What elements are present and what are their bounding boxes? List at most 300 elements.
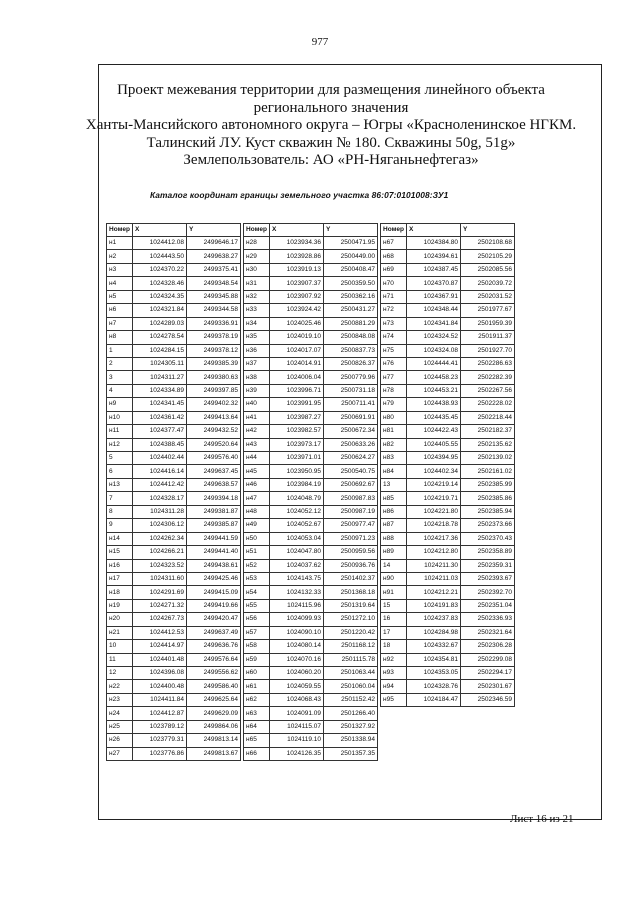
point-number: н62 xyxy=(244,693,270,706)
table-row xyxy=(381,599,515,612)
table-row xyxy=(107,317,241,330)
y-coordinate: 2499636.76 xyxy=(186,640,240,653)
x-coordinate: 1023987.27 xyxy=(269,411,323,424)
x-coordinate: 1024291.69 xyxy=(132,586,186,599)
point-number: н41 xyxy=(244,411,270,424)
y-coordinate: 2502351.04 xyxy=(460,599,514,612)
table-row xyxy=(381,640,515,653)
x-coordinate: 1024443.50 xyxy=(132,250,186,263)
x-coordinate: 1024402.34 xyxy=(406,465,460,478)
x-coordinate: 1024218.78 xyxy=(406,519,460,532)
x-coordinate: 1024412.87 xyxy=(132,707,186,720)
table-row xyxy=(107,344,241,357)
x-coordinate: 1024099.93 xyxy=(269,613,323,626)
coordinates-table-1 xyxy=(106,223,241,761)
x-coordinate: 1024323.52 xyxy=(132,559,186,572)
x-coordinate: 1023982.57 xyxy=(269,425,323,438)
y-coordinate: 2502286.63 xyxy=(460,357,514,370)
x-coordinate: 1023779.31 xyxy=(132,734,186,747)
y-coordinate: 2499385.39 xyxy=(186,357,240,370)
point-number: н47 xyxy=(244,492,270,505)
y-coordinate: 2500837.73 xyxy=(323,344,377,357)
x-coordinate: 1024126.35 xyxy=(269,747,323,760)
x-coordinate: 1024212.80 xyxy=(406,546,460,559)
y-coordinate: 2499402.32 xyxy=(186,398,240,411)
table-row xyxy=(107,277,241,290)
point-number: 14 xyxy=(381,559,407,572)
y-coordinate: 2499520.64 xyxy=(186,438,240,451)
x-coordinate: 1023907.37 xyxy=(269,277,323,290)
table-row xyxy=(107,640,241,653)
point-number: н63 xyxy=(244,707,270,720)
point-number: н80 xyxy=(381,411,407,424)
x-coordinate: 1024037.62 xyxy=(269,559,323,572)
table-row xyxy=(107,452,241,465)
y-coordinate: 2499385.87 xyxy=(186,519,240,532)
table-row xyxy=(107,532,241,545)
point-number: 4 xyxy=(107,384,133,397)
x-coordinate: 1024414.97 xyxy=(132,640,186,653)
y-coordinate: 2500471.95 xyxy=(323,237,377,250)
y-coordinate: 2502282.39 xyxy=(460,371,514,384)
point-number: н31 xyxy=(244,277,270,290)
table-row xyxy=(381,263,515,276)
x-coordinate: 1024422.43 xyxy=(406,425,460,438)
point-number: н59 xyxy=(244,653,270,666)
y-coordinate: 2502182.37 xyxy=(460,425,514,438)
y-coordinate: 2499637.49 xyxy=(186,626,240,639)
table-row xyxy=(244,613,378,626)
x-coordinate: 1023924.42 xyxy=(269,304,323,317)
table-row xyxy=(381,492,515,505)
x-coordinate: 1024328.76 xyxy=(406,680,460,693)
table-row xyxy=(244,263,378,276)
point-number: н73 xyxy=(381,317,407,330)
point-number: н48 xyxy=(244,505,270,518)
point-number: 17 xyxy=(381,626,407,639)
point-number: н68 xyxy=(381,250,407,263)
point-number: н44 xyxy=(244,452,270,465)
x-coordinate: 1024284.98 xyxy=(406,626,460,639)
y-coordinate: 2499646.17 xyxy=(186,237,240,250)
point-number: н46 xyxy=(244,478,270,491)
table-row xyxy=(244,357,378,370)
x-coordinate: 1024405.55 xyxy=(406,438,460,451)
x-coordinate: 1024019.10 xyxy=(269,331,323,344)
x-coordinate: 1024143.75 xyxy=(269,572,323,585)
x-coordinate: 1024132.33 xyxy=(269,586,323,599)
table-row xyxy=(244,478,378,491)
x-coordinate: 1024387.45 xyxy=(406,263,460,276)
x-coordinate: 1024052.67 xyxy=(269,519,323,532)
point-number: 11 xyxy=(107,653,133,666)
x-coordinate: 1024284.15 xyxy=(132,344,186,357)
x-coordinate: 1024006.04 xyxy=(269,371,323,384)
x-coordinate: 1024184.47 xyxy=(406,693,460,706)
table-row xyxy=(107,465,241,478)
table-row xyxy=(244,519,378,532)
y-coordinate: 2502393.67 xyxy=(460,572,514,585)
point-number: 3 xyxy=(107,371,133,384)
y-coordinate: 2499629.09 xyxy=(186,707,240,720)
x-coordinate: 1024394.95 xyxy=(406,452,460,465)
x-coordinate: 1024221.80 xyxy=(406,505,460,518)
x-coordinate: 1024025.46 xyxy=(269,317,323,330)
y-coordinate: 2502218.44 xyxy=(460,411,514,424)
x-coordinate: 1024267.73 xyxy=(132,613,186,626)
x-coordinate: 1024219.71 xyxy=(406,492,460,505)
table-row xyxy=(107,384,241,397)
y-coordinate: 2499556.62 xyxy=(186,667,240,680)
table-row xyxy=(107,237,241,250)
point-number: н18 xyxy=(107,586,133,599)
y-coordinate: 2502301.67 xyxy=(460,680,514,693)
x-coordinate: 1023950.95 xyxy=(269,465,323,478)
table-row xyxy=(244,304,378,317)
y-coordinate: 2499638.57 xyxy=(186,478,240,491)
point-number: н83 xyxy=(381,452,407,465)
page-number: 977 xyxy=(311,36,329,48)
table-row xyxy=(107,263,241,276)
table-row xyxy=(381,371,515,384)
y-coordinate: 2500987.83 xyxy=(323,492,377,505)
column-header: X xyxy=(406,224,460,237)
x-coordinate: 1024017.07 xyxy=(269,344,323,357)
table-row xyxy=(381,465,515,478)
table-row xyxy=(244,505,378,518)
table-row xyxy=(107,331,241,344)
x-coordinate: 1024401.48 xyxy=(132,653,186,666)
point-number: н94 xyxy=(381,680,407,693)
x-coordinate: 1024048.79 xyxy=(269,492,323,505)
x-coordinate: 1024412.53 xyxy=(132,626,186,639)
y-coordinate: 2500731.18 xyxy=(323,384,377,397)
table-row xyxy=(244,693,378,706)
table-row xyxy=(244,411,378,424)
point-number: н74 xyxy=(381,331,407,344)
table-row xyxy=(381,250,515,263)
table-row xyxy=(244,532,378,545)
x-coordinate: 1024354.81 xyxy=(406,653,460,666)
y-coordinate: 2499375.41 xyxy=(186,263,240,276)
point-number: 7 xyxy=(107,492,133,505)
point-number: 8 xyxy=(107,505,133,518)
point-number: н8 xyxy=(107,331,133,344)
y-coordinate: 2502294.17 xyxy=(460,667,514,680)
table-row xyxy=(381,277,515,290)
y-coordinate: 2500692.67 xyxy=(323,478,377,491)
table-row xyxy=(107,546,241,559)
x-coordinate: 1024266.21 xyxy=(132,546,186,559)
y-coordinate: 2500408.47 xyxy=(323,263,377,276)
y-coordinate: 2500881.29 xyxy=(323,317,377,330)
x-coordinate: 1024324.08 xyxy=(406,344,460,357)
y-coordinate: 2499413.64 xyxy=(186,411,240,424)
point-number: н58 xyxy=(244,640,270,653)
x-coordinate: 1024332.67 xyxy=(406,640,460,653)
y-coordinate: 2499576.40 xyxy=(186,452,240,465)
y-coordinate: 2500362.16 xyxy=(323,290,377,303)
table-row xyxy=(107,626,241,639)
y-coordinate: 2500936.76 xyxy=(323,559,377,572)
table-row xyxy=(107,693,241,706)
y-coordinate: 2499380.63 xyxy=(186,371,240,384)
x-coordinate: 1024306.12 xyxy=(132,519,186,532)
y-coordinate: 2499432.52 xyxy=(186,425,240,438)
x-coordinate: 1023928.86 xyxy=(269,250,323,263)
y-coordinate: 2500959.56 xyxy=(323,546,377,559)
point-number: н75 xyxy=(381,344,407,357)
point-number: н76 xyxy=(381,357,407,370)
table-row xyxy=(244,384,378,397)
y-coordinate: 2499378.12 xyxy=(186,344,240,357)
y-coordinate: 2502358.89 xyxy=(460,546,514,559)
point-number: н51 xyxy=(244,546,270,559)
y-coordinate: 2502370.43 xyxy=(460,532,514,545)
x-coordinate: 1024219.14 xyxy=(406,478,460,491)
table-row xyxy=(107,572,241,585)
table-row xyxy=(107,734,241,747)
x-coordinate: 1024402.44 xyxy=(132,452,186,465)
table-row xyxy=(381,626,515,639)
y-coordinate: 2501272.10 xyxy=(323,613,377,626)
table-row xyxy=(381,693,515,706)
x-coordinate: 1024052.12 xyxy=(269,505,323,518)
point-number: н50 xyxy=(244,532,270,545)
table-row xyxy=(381,680,515,693)
table-row xyxy=(381,452,515,465)
point-number: н37 xyxy=(244,357,270,370)
y-coordinate: 2499378.19 xyxy=(186,331,240,344)
table-row xyxy=(381,384,515,397)
table-row xyxy=(107,519,241,532)
y-coordinate: 2499638.27 xyxy=(186,250,240,263)
column-header: Y xyxy=(323,224,377,237)
point-number: н17 xyxy=(107,572,133,585)
point-number: н91 xyxy=(381,586,407,599)
y-coordinate: 2502321.64 xyxy=(460,626,514,639)
point-number: н16 xyxy=(107,559,133,572)
y-coordinate: 2500672.34 xyxy=(323,425,377,438)
x-coordinate: 1024412.42 xyxy=(132,478,186,491)
x-coordinate: 1024237.83 xyxy=(406,613,460,626)
point-number: н88 xyxy=(381,532,407,545)
y-coordinate: 2499415.09 xyxy=(186,586,240,599)
y-coordinate: 2501357.35 xyxy=(323,747,377,760)
y-coordinate: 2500431.27 xyxy=(323,304,377,317)
y-coordinate: 2499419.66 xyxy=(186,599,240,612)
x-coordinate: 1024384.80 xyxy=(406,237,460,250)
y-coordinate: 2499625.64 xyxy=(186,693,240,706)
y-coordinate: 2499344.58 xyxy=(186,304,240,317)
table-row xyxy=(244,250,378,263)
y-coordinate: 2501402.37 xyxy=(323,572,377,585)
x-coordinate: 1024453.21 xyxy=(406,384,460,397)
point-number: 15 xyxy=(381,599,407,612)
point-number: н77 xyxy=(381,371,407,384)
point-number: н25 xyxy=(107,720,133,733)
catalog-caption: Каталог координат границы земельного участка 86:07:0101008:ЗУ1 xyxy=(150,190,449,200)
y-coordinate: 2499348.54 xyxy=(186,277,240,290)
title-line: Талинский ЛУ. Куст скважин № 180. Скважины 50g, 51g» xyxy=(146,134,516,151)
table-row xyxy=(107,357,241,370)
y-coordinate: 2502135.62 xyxy=(460,438,514,451)
y-coordinate: 2499441.59 xyxy=(186,532,240,545)
y-coordinate: 2502359.31 xyxy=(460,559,514,572)
table-row xyxy=(244,559,378,572)
column-header: Y xyxy=(460,224,514,237)
table-row xyxy=(107,250,241,263)
table-row xyxy=(381,572,515,585)
x-coordinate: 1024361.42 xyxy=(132,411,186,424)
sheet-footer: Лист 16 из 21 xyxy=(510,813,574,825)
x-coordinate: 1023789.12 xyxy=(132,720,186,733)
title-line: Ханты-Мансийского автономного округа – Югры «Красноленинское НГКМ. xyxy=(85,117,577,134)
x-coordinate: 1024191.83 xyxy=(406,599,460,612)
y-coordinate: 2502161.02 xyxy=(460,465,514,478)
y-coordinate: 2502336.93 xyxy=(460,613,514,626)
table-row xyxy=(381,304,515,317)
y-coordinate: 2500540.75 xyxy=(323,465,377,478)
point-number: н26 xyxy=(107,734,133,747)
y-coordinate: 2499576.64 xyxy=(186,653,240,666)
y-coordinate: 2502139.02 xyxy=(460,452,514,465)
x-coordinate: 1024321.84 xyxy=(132,304,186,317)
y-coordinate: 2500987.19 xyxy=(323,505,377,518)
x-coordinate: 1024311.28 xyxy=(132,505,186,518)
table-row xyxy=(107,438,241,451)
point-number: н65 xyxy=(244,734,270,747)
point-number: н21 xyxy=(107,626,133,639)
point-number: н93 xyxy=(381,667,407,680)
coordinates-table-2 xyxy=(243,223,378,761)
point-number: н69 xyxy=(381,263,407,276)
table-row xyxy=(244,640,378,653)
table-row xyxy=(381,357,515,370)
table-row xyxy=(244,425,378,438)
point-number: 12 xyxy=(107,667,133,680)
y-coordinate: 2501152.42 xyxy=(323,693,377,706)
point-number: н23 xyxy=(107,693,133,706)
title-line: Землепользователь: АО «РН-Няганьнефтегаз» xyxy=(183,152,479,169)
x-coordinate: 1024305.11 xyxy=(132,357,186,370)
x-coordinate: 1024068.43 xyxy=(269,693,323,706)
y-coordinate: 2500971.23 xyxy=(323,532,377,545)
x-coordinate: 1023934.36 xyxy=(269,237,323,250)
x-coordinate: 1024388.45 xyxy=(132,438,186,451)
y-coordinate: 2500691.91 xyxy=(323,411,377,424)
table-row xyxy=(107,667,241,680)
point-number: н86 xyxy=(381,505,407,518)
y-coordinate: 2499637.45 xyxy=(186,465,240,478)
y-coordinate: 2499441.40 xyxy=(186,546,240,559)
x-coordinate: 1024060.20 xyxy=(269,667,323,680)
point-number: н10 xyxy=(107,411,133,424)
point-number: н52 xyxy=(244,559,270,572)
point-number: н28 xyxy=(244,237,270,250)
point-number: н79 xyxy=(381,398,407,411)
y-coordinate: 2502385.94 xyxy=(460,505,514,518)
point-number: н82 xyxy=(381,438,407,451)
point-number: н42 xyxy=(244,425,270,438)
table-row xyxy=(244,371,378,384)
point-number: н57 xyxy=(244,626,270,639)
column-header: X xyxy=(132,224,186,237)
y-coordinate: 2500359.50 xyxy=(323,277,377,290)
x-coordinate: 1024212.21 xyxy=(406,586,460,599)
table-row xyxy=(244,586,378,599)
point-number: н71 xyxy=(381,290,407,303)
point-number: 1 xyxy=(107,344,133,357)
point-number: н53 xyxy=(244,572,270,585)
point-number: н43 xyxy=(244,438,270,451)
point-number: н81 xyxy=(381,425,407,438)
point-number: н29 xyxy=(244,250,270,263)
point-number: н67 xyxy=(381,237,407,250)
x-coordinate: 1024370.22 xyxy=(132,263,186,276)
table-row xyxy=(244,398,378,411)
point-number: н22 xyxy=(107,680,133,693)
table-row xyxy=(244,626,378,639)
y-coordinate: 2502085.56 xyxy=(460,263,514,276)
y-coordinate: 2500848.08 xyxy=(323,331,377,344)
table-row xyxy=(381,331,515,344)
point-number: 13 xyxy=(381,478,407,491)
y-coordinate: 2502346.59 xyxy=(460,693,514,706)
point-number: н49 xyxy=(244,519,270,532)
x-coordinate: 1024435.45 xyxy=(406,411,460,424)
point-number: 16 xyxy=(381,613,407,626)
point-number: н45 xyxy=(244,465,270,478)
coordinates-table-3 xyxy=(380,223,515,707)
point-number: н87 xyxy=(381,519,407,532)
x-coordinate: 1024091.09 xyxy=(269,707,323,720)
y-coordinate: 2502039.72 xyxy=(460,277,514,290)
x-coordinate: 1023776.86 xyxy=(132,747,186,760)
table-row xyxy=(244,344,378,357)
x-coordinate: 1023996.71 xyxy=(269,384,323,397)
point-number: н7 xyxy=(107,317,133,330)
table-row xyxy=(244,492,378,505)
table-row xyxy=(107,653,241,666)
y-coordinate: 2502105.29 xyxy=(460,250,514,263)
y-coordinate: 2502373.66 xyxy=(460,519,514,532)
y-coordinate: 2499420.47 xyxy=(186,613,240,626)
x-coordinate: 1023973.17 xyxy=(269,438,323,451)
table-row xyxy=(107,505,241,518)
point-number: н54 xyxy=(244,586,270,599)
point-number: н27 xyxy=(107,747,133,760)
point-number: н61 xyxy=(244,680,270,693)
point-number: н35 xyxy=(244,331,270,344)
table-row xyxy=(107,720,241,733)
table-row xyxy=(381,519,515,532)
y-coordinate: 2501977.67 xyxy=(460,304,514,317)
x-coordinate: 1024438.93 xyxy=(406,398,460,411)
table-row xyxy=(381,667,515,680)
point-number: н39 xyxy=(244,384,270,397)
table-row xyxy=(381,237,515,250)
table-row xyxy=(244,572,378,585)
table-row xyxy=(244,465,378,478)
table-row xyxy=(244,599,378,612)
table-row xyxy=(381,398,515,411)
x-coordinate: 1023971.01 xyxy=(269,452,323,465)
x-coordinate: 1023919.13 xyxy=(269,263,323,276)
y-coordinate: 2502031.52 xyxy=(460,290,514,303)
point-number: 9 xyxy=(107,519,133,532)
x-coordinate: 1024353.05 xyxy=(406,667,460,680)
